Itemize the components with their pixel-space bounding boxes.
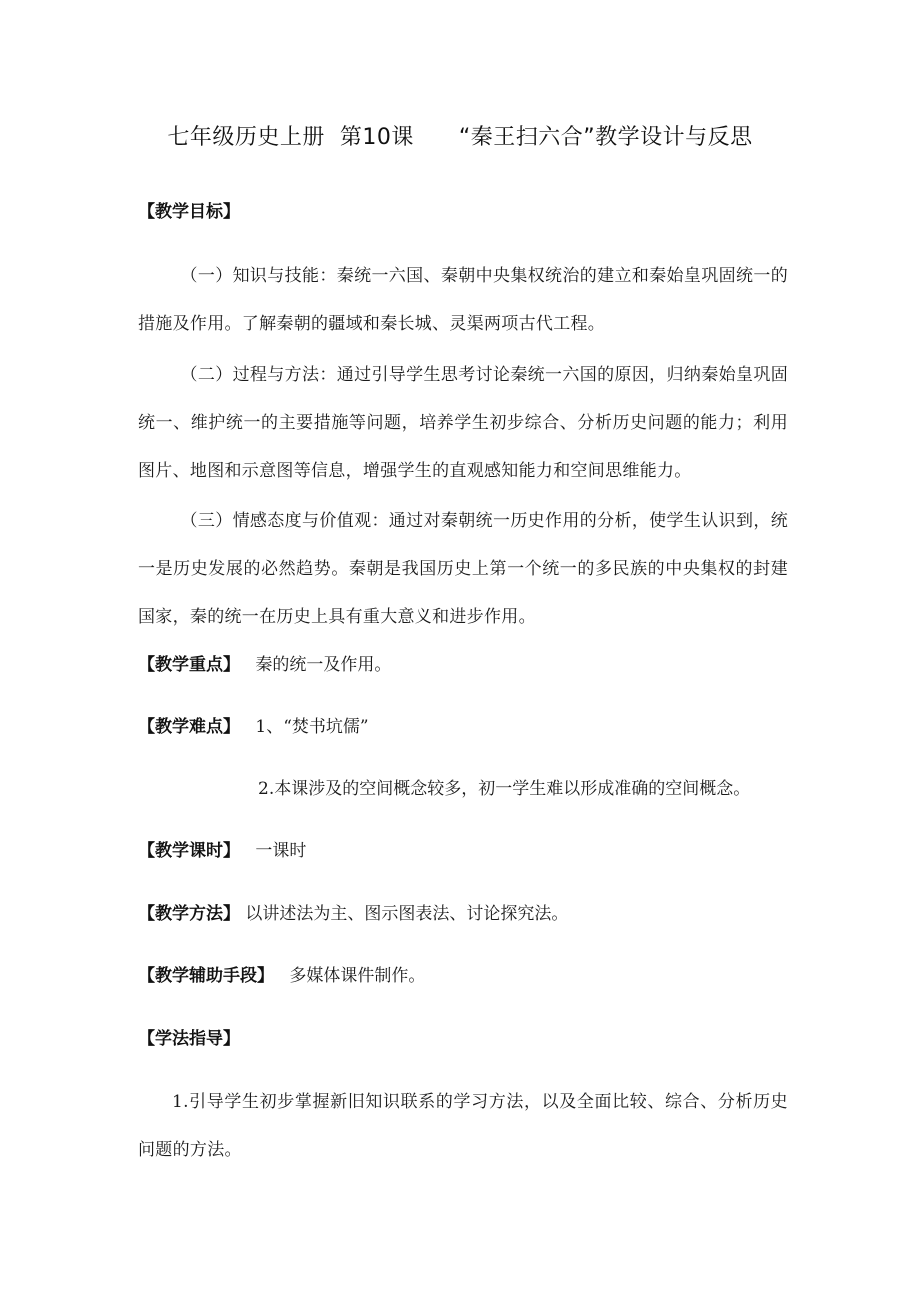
key-point-heading: 【教学重点】	[138, 655, 240, 675]
difficulty-item-2: 2.本课涉及的空间概念较多，初一学生难以形成准确的空间概念。	[258, 779, 751, 799]
difficulty-row	[138, 710, 788, 744]
difficulty-heading: 【教学难点】	[138, 717, 240, 737]
objective-process: （二）过程与方法：通过引导学生思考讨论秦统一六国的原因，归纳秦始皇巩固统一、维护统一的主要措施等问题，培养学生初步综合、分析历史问题的能力；利用图片、地图和示意图等信息，增强学生的直观感知能力和空间思维能力。	[138, 365, 788, 481]
class-hours-row	[138, 834, 788, 868]
aids-value: 多媒体课件制作。	[289, 966, 426, 986]
study-guide-section	[138, 1022, 788, 1056]
class-hours-heading: 【教学课时】	[138, 841, 240, 861]
key-point-value: 秦的统一及作用。	[255, 655, 392, 675]
objective-knowledge: （一）知识与技能：秦统一六国、秦朝中央集权统治的建立和秦始皇巩固统一的措施及作用。了解秦朝的疆域和秦长城、灵渠两项古代工程。	[138, 266, 788, 334]
objectives-section	[138, 195, 788, 229]
objectives-heading: 【教学目标】	[138, 202, 240, 222]
document-title: 七年级历史上册 第10课 “秦王扫六合”教学设计与反思	[167, 125, 753, 150]
study-guide-item-1: 1.引导学生初步掌握新旧知识联系的学习方法，以及全面比较、综合、分析历史问题的方法。	[138, 1092, 788, 1160]
methods-row	[138, 897, 788, 931]
difficulty-item-1: 1、“焚书坑儒”	[255, 717, 369, 737]
aids-heading: 【教学辅助手段】	[138, 966, 274, 986]
study-guide-heading: 【学法指导】	[138, 1029, 240, 1049]
methods-heading: 【教学方法】	[138, 904, 240, 924]
objective-attitude: （三）情感态度与价值观：通过对秦朝统一历史作用的分析，使学生认识到，统一是历史发展的必然趋势。秦朝是我国历史上第一个统一的多民族的中央集权的封建国家，秦的统一在历史上具有重大意义和进步作用。	[138, 511, 788, 627]
key-point-row	[138, 648, 788, 682]
methods-value: 以讲述法为主、图示图表法、讨论探究法。	[245, 904, 569, 924]
class-hours-value: 一课时	[255, 841, 307, 861]
aids-row	[138, 959, 788, 993]
